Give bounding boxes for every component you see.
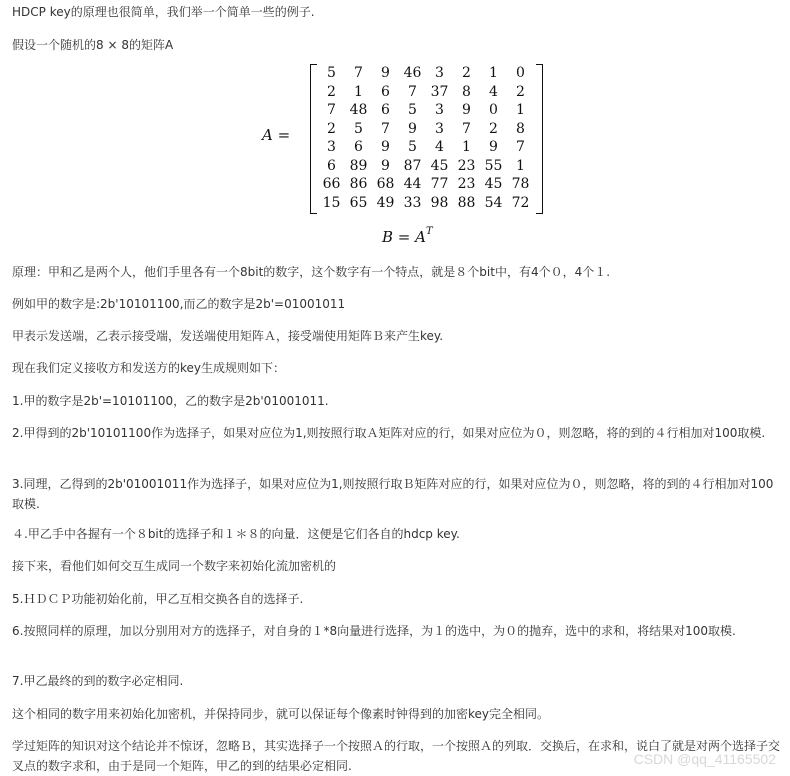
matrix-cell: 23 (457, 176, 476, 192)
matrix-cell: 1 (462, 139, 471, 155)
step6-paragraph: 6.按照同样的原理，加以分别用对方的选择子，对自身的１*8向量进行选择，为１的选中，为０的抛弃，选中的求和，将结果对100取模. (12, 624, 736, 638)
matrix-cell: 48 (349, 102, 368, 118)
matrix-cell: 9 (381, 65, 390, 81)
matrix-cell: 0 (489, 102, 498, 118)
matrix-cell: 6 (381, 102, 390, 118)
matrix-cell: 9 (381, 139, 390, 155)
matrix-cell: 3 (327, 139, 336, 155)
intro-paragraph: HDCP key的原理也很简单，我们举一个简单一些的例子. (12, 5, 315, 19)
formula-superscript: T (425, 226, 433, 237)
matrix-cell: 4 (435, 139, 444, 155)
matrix-cell: 2 (327, 120, 336, 137)
formula-base: A (415, 228, 426, 246)
formula-equals: = (393, 228, 416, 246)
matrix-cell: 1 (516, 102, 525, 118)
matrix-cell: 3 (435, 102, 444, 118)
matrix-cell: 9 (462, 102, 471, 118)
matrix-cell: 46 (403, 65, 422, 81)
step4-paragraph: ４.甲乙手中各握有一个８bit的选择子和１＊８的向量．这便是它们各自的hdcp key. (12, 527, 460, 541)
matrix-cell: 7 (327, 102, 336, 118)
matrix-cell: 88 (457, 194, 476, 211)
matrix-cell: 8 (462, 83, 471, 100)
matrix-row (318, 120, 536, 139)
left-bracket (310, 64, 317, 214)
right-bracket (536, 64, 543, 214)
matrix-cell: 68 (376, 176, 395, 192)
matrix-cell: 23 (457, 157, 476, 174)
matrix-cell: 55 (484, 157, 503, 174)
principle-paragraph: 原理：甲和乙是两个人，他们手里各有一个8bit的数字，这个数字有一个特点，就是８个bit中，有4个０，4个１. (12, 265, 611, 279)
csdn-watermark: CSDN @qq_41165502 (633, 751, 776, 767)
matrix-cell: 33 (403, 194, 422, 211)
matrix-cell: 78 (511, 176, 530, 192)
matrix-cell: 1 (354, 83, 363, 100)
conclusion-paragraph: 学过矩阵的知识对这个结论并不惊讶，忽略Ｂ，其实选择子一个按照Ａ的行取，一个按照Ａ的列取．交换后，在求和，说白了就是对两个选择子交叉点的数字求和，由于是同一个矩阵，甲乙的到的结果必定相同. (12, 739, 781, 773)
rules-intro-paragraph: 现在我们定义接收方和发送方的key生成规则如下： (12, 361, 286, 375)
transpose-formula (382, 228, 433, 246)
step3-paragraph: 3.同理，乙得到的2b'01001011作为选择子，如果对应位为1,则按照行取Ｂ矩阵对应的行，如果对应位为０，则忽略，将的到的４行相加对100取模. (12, 477, 774, 511)
matrix-cell: 5 (408, 102, 417, 118)
matrix-cell: 2 (327, 83, 336, 100)
matrix-cell: 72 (511, 194, 530, 211)
matrix-cell: 6 (381, 83, 390, 100)
matrix-cell: 5 (327, 65, 336, 81)
matrix-cell: 15 (322, 194, 341, 211)
matrix-cell: 7 (516, 139, 525, 155)
matrix-cell: 65 (349, 194, 368, 211)
matrix-row (318, 194, 536, 213)
matrix-cell: 5 (408, 139, 417, 155)
matrix-cell: 9 (489, 139, 498, 155)
matrix-row (318, 138, 536, 157)
matrix-cell: 6 (327, 157, 336, 174)
matrix-cell: 89 (349, 157, 368, 174)
matrix-cell: 49 (376, 194, 395, 211)
matrix-cell: 45 (430, 157, 449, 174)
matrix-cell: 9 (381, 157, 390, 174)
matrix-cell: 2 (462, 65, 471, 81)
matrix-cell: 77 (430, 176, 449, 192)
matrix-cell: 45 (484, 176, 503, 192)
step1-paragraph: 1.甲的数字是2b'=10101100，乙的数字是2b'01001011. (12, 394, 329, 408)
matrix-cell: 37 (430, 83, 449, 100)
matrix-cell: 98 (430, 194, 449, 211)
matrix-grid (318, 64, 536, 212)
matrix-label: A = (262, 126, 291, 144)
matrix-cell: 6 (354, 139, 363, 155)
matrix-cell: 2 (516, 83, 525, 100)
matrix-cell: 0 (516, 65, 525, 81)
next-paragraph: 接下来，看他们如何交互生成同一个数字来初始化流加密机的 (12, 559, 337, 573)
matrix-cell: 4 (489, 83, 498, 100)
formula-lhs: B (382, 228, 394, 246)
matrix-row (318, 157, 536, 176)
matrix-cell: 3 (435, 120, 444, 137)
step7-paragraph: 7.甲乙最终的到的数字必定相同. (12, 674, 184, 688)
matrix-cell: 87 (403, 157, 422, 174)
step5-paragraph: 5.ＨＤＣＰ功能初始化前，甲乙互相交换各自的选择子. (12, 592, 304, 606)
matrix-cell: 54 (484, 194, 503, 211)
matrix-cell: 3 (435, 65, 444, 81)
roles-paragraph: 甲表示发送端，乙表示接受端，发送端使用矩阵Ａ，接受端使用矩阵Ｂ来产生key. (12, 329, 444, 343)
matrix-cell: 7 (381, 120, 390, 137)
step2-paragraph: 2.甲得到的2b'10101100作为选择子，如果对应位为1,则按照行取Ａ矩阵对应的行，如果对应位为０，则忽略，将的到的４行相加对100取模. (12, 426, 766, 440)
matrix-cell: 1 (516, 157, 525, 174)
assume-paragraph: 假设一个随机的8 × 8的矩阵A (12, 38, 174, 52)
sync-paragraph: 这个相同的数字用来初始化加密机，并保持同步，就可以保证每个像素时钟得到的加密key完全相同。 (12, 707, 550, 721)
matrix-row (318, 83, 536, 102)
matrix-cell: 2 (489, 120, 498, 137)
matrix-cell: 86 (349, 176, 368, 192)
matrix-cell: 9 (408, 120, 417, 137)
matrix-cell: 66 (322, 176, 341, 192)
example-paragraph: 例如甲的数字是:2b'10101100,而乙的数字是2b'=01001011 (12, 297, 346, 311)
matrix-cell: 5 (354, 120, 363, 137)
matrix-row (318, 175, 536, 194)
matrix-cell: 8 (516, 120, 525, 137)
matrix-row (318, 101, 536, 120)
matrix-cell: 1 (489, 65, 498, 81)
matrix-cell: 7 (354, 65, 363, 81)
matrix-cell: 44 (403, 176, 422, 192)
matrix-row (318, 64, 536, 83)
matrix-cell: 7 (408, 83, 417, 100)
matrix-cell: 7 (462, 120, 471, 137)
